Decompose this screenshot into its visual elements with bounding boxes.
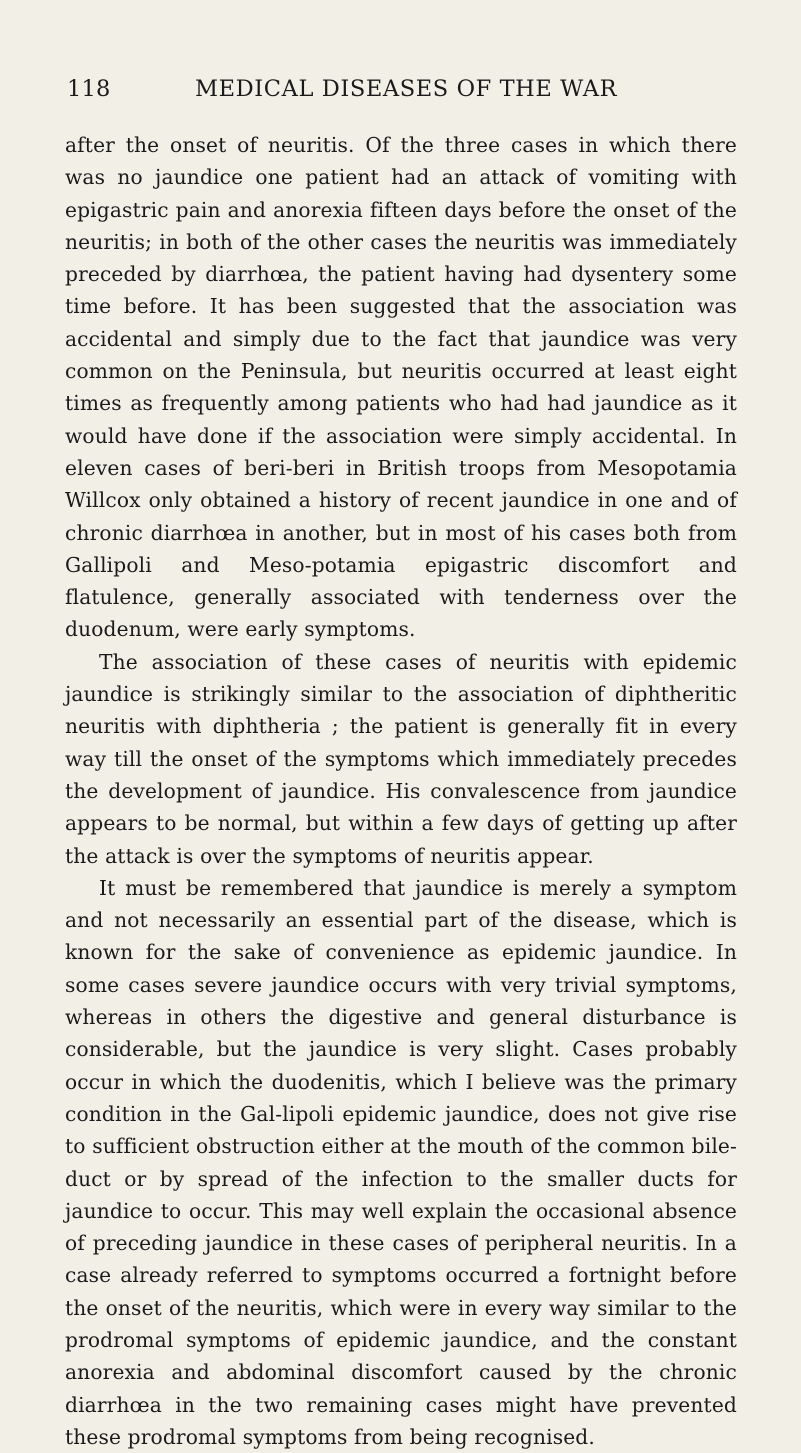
page-number: 118 <box>67 76 111 102</box>
paragraph-continued: after the onset of neuritis. Of the three cases in which there was no jaundice one patient had an attack of vomiting with epigastric pain and anorexia fifteen days before the onset of the neuritis; in both of the other cases the neuritis was immediately preceded by diarrhœa, the patient having had dysentery some time before. It has been suggested that the association was accidental and simply due to the fact that jaundice was very common on the Peninsula, but neuritis occurred at least eight times as frequently among patients who had had jaundice as it would have done if the association were simply accidental. In eleven cases of beri-beri in British troops from Mesopotamia Willcox only obtained a history of recent jaundice in one and of chronic diarrhœa in another, but in most of his cases both from Gallipoli and Meso-potamia epigastric discomfort and flatulence, generally associated with tenderness over the duodenum, were early symptoms. <box>65 133 737 642</box>
paragraph: The association of these cases of neuritis with epidemic jaundice is strikingly similar to the association of diphtheritic neuritis with diphtheria ; the patient is generally fit in every way till the onset of the symptoms which immediately precedes the development of jaundice. His convalescence from jaundice appears to be normal, but within a few days of getting up after the attack is over the symptoms of neuritis appear. <box>65 649 737 868</box>
paragraph: It must be remembered that jaundice is merely a symptom and not necessarily an essential part of the disease, which is known for the sake of convenience as epidemic jaundice. In some cases severe jaundice occurs with very trivial symptoms, whereas in others the digestive and general disturbance is considerable, but the jaundice is very slight. Cases probably occur in which the duodenitis, which I believe was the primary condition in the Gal-lipoli epidemic jaundice, does not give rise to sufficient obstruction either at the mouth of the common bile-duct or by spread of the infection to the smaller ducts for jaundice to occur. This may well explain the occasional absence of preceding jaundice in these cases of peripheral neuritis. In a case already referred to symptoms occurred a fortnight before the onset of the neuritis, which were in every way similar to the prodromal symptoms of epidemic jaundice, and the constant anorexia and abdominal discomfort caused by the chronic diarrhœa in the two remaining cases might have prevented these prodromal symptoms from being recognised. <box>65 875 737 1449</box>
body-text <box>65 129 737 1453</box>
running-title: MEDICAL DISEASES OF THE WAR <box>195 76 618 102</box>
running-head <box>65 76 737 116</box>
